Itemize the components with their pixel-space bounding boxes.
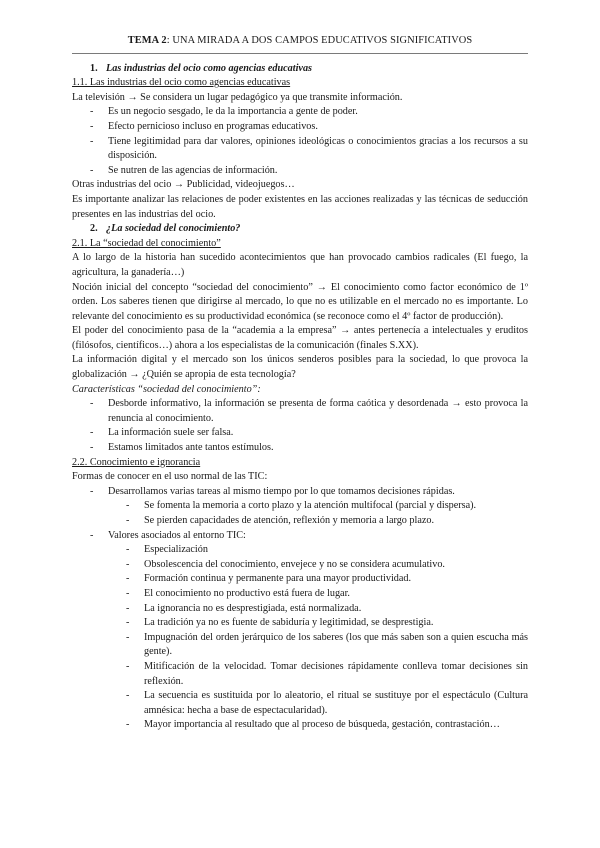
list-item: - Estamos limitados ante tantos estímulos. bbox=[108, 441, 528, 456]
characteristics-list bbox=[72, 397, 528, 455]
document-page bbox=[72, 34, 528, 733]
other-industries-paragraph: Otras industrias del ocio → Publicidad, videojuegos… bbox=[72, 179, 295, 191]
list-item: - La información suele ser falsa. bbox=[108, 426, 528, 441]
list-item bbox=[108, 529, 528, 733]
subsection-2-1-heading: 2.1. La “sociedad del conocimiento” bbox=[72, 237, 221, 249]
list-item: - La ignorancia no es desprestigiada, está normalizada. bbox=[144, 602, 528, 617]
tv-list bbox=[72, 105, 528, 178]
section-1-title: Las industrias del ocio como agencias educativas bbox=[106, 62, 313, 74]
list-item: - La tradición ya no es fuente de sabiduría y legitimidad, se desprestigia. bbox=[144, 616, 528, 631]
section-2-heading bbox=[72, 222, 528, 237]
tv-paragraph: La televisión → Se considera un lugar pedagógico ya que transmite información. bbox=[72, 91, 403, 103]
forms-paragraph: Formas de conocer en el uso normal de las TIC: bbox=[72, 471, 268, 483]
list-item: - Es un negocio sesgado, le da la importancia a gente de poder. bbox=[108, 105, 528, 120]
multitask-sublist bbox=[108, 499, 528, 528]
list-item: - Formación continua y permanente para una mayor productividad. bbox=[144, 572, 528, 587]
list-item: - Obsolescencia del conocimiento, envejece y no se considera acumulativo. bbox=[144, 558, 528, 573]
values-sublist bbox=[108, 543, 528, 733]
list-item: - Se pierden capacidades de atención, reflexión y memoria a largo plazo. bbox=[144, 514, 528, 529]
title-divider bbox=[72, 53, 528, 54]
list-item: - Especialización bbox=[144, 543, 528, 558]
multitask-text: Desarrollamos varias tareas al mismo tiempo por lo que tomamos decisiones rápidas. bbox=[108, 485, 455, 497]
values-text: Valores asociados al entorno TIC: bbox=[108, 529, 246, 541]
section-2-number: 2. bbox=[90, 223, 98, 235]
conclusion-paragraph: Es importante analizar las relaciones de poder existentes en las acciones realizadas y las técnicas de seducción presentes en las industrias del ocio. bbox=[72, 193, 528, 220]
power-paragraph: El poder del conocimiento pasa de la “academia a la empresa” → antes pertenecía a intelectuales y eruditos (filósofos, científicos…) ahora a los especialistas de la comunicación (finales S.XX). bbox=[72, 325, 528, 351]
subsection-1-1-heading: 1.1. Las industrias del ocio como agencias educativas bbox=[72, 77, 291, 89]
history-paragraph: A lo largo de la historia han sucedido acontecimientos que han provocado cambios radicales (El fuego, la agricultura, la ganadería…) bbox=[72, 252, 528, 278]
subsection-2-2-heading: 2.2. Conocimiento e ignorancia bbox=[72, 456, 201, 468]
list-item: - Mayor importancia al resultado que al proceso de búsqueda, gestación, contrastación… bbox=[144, 718, 528, 733]
forms-list bbox=[72, 485, 528, 733]
list-item bbox=[108, 485, 528, 529]
list-item: - Se fomenta la memoria a corto plazo y la atención multifocal (parcial y dispersa). bbox=[144, 499, 528, 514]
section-2-title: ¿La sociedad del conocimiento? bbox=[106, 223, 241, 235]
list-item: - Mitificación de la velocidad. Tomar decisiones rápidamente conlleva tomar decisiones sin reflexión. bbox=[144, 660, 528, 689]
globalization-paragraph: La información digital y el mercado son los únicos senderos posibles para la sociedad, lo que provoca la globalización → ¿Quién se apropia de esta tecnología? bbox=[72, 354, 528, 381]
title-text: : UNA MIRADA A DOS CAMPOS EDUCATIVOS SIGNIFICATIVOS bbox=[166, 35, 473, 46]
list-item: - Impugnación del orden jerárquico de los saberes (los que más saben son a quien escucha más gente). bbox=[144, 631, 528, 660]
title-topic: TEMA 2 bbox=[127, 35, 167, 46]
list-item: - Efecto pernicioso incluso en programas educativos. bbox=[108, 120, 528, 135]
section-1-heading bbox=[72, 62, 528, 77]
list-item: - Tiene legitimidad para dar valores, opiniones ideológicas o conocimientos gracias a los recursos a su disposición. bbox=[108, 135, 528, 164]
characteristics-heading: Características “sociedad del conocimiento”: bbox=[72, 383, 261, 395]
list-item: - Se nutren de las agencias de información. bbox=[108, 164, 528, 179]
section-1-number: 1. bbox=[90, 62, 98, 74]
list-item: - Desborde informativo, la información se presenta de forma caótica y desordenada → esto provoca la renuncia al conocimiento. bbox=[108, 397, 528, 426]
concept-paragraph: Noción inicial del concepto “sociedad del conocimiento” → El conocimiento como factor económico de 1º orden. Los saberes tienen que dirigirse al mercado, lo que no es utilizable en el mercado no es importante. Lo relevante del conocimiento es su productividad económica (se reconoce como el 4º factor de producción). bbox=[72, 281, 528, 322]
list-item: - La secuencia es sustituida por lo aleatorio, el ritual se sustituye por el espectáculo (Cultura amnésica: hecha a base de espectacularidad). bbox=[144, 689, 528, 718]
list-item: - El conocimiento no productivo está fuera de lugar. bbox=[144, 587, 528, 602]
page-title bbox=[72, 34, 528, 49]
